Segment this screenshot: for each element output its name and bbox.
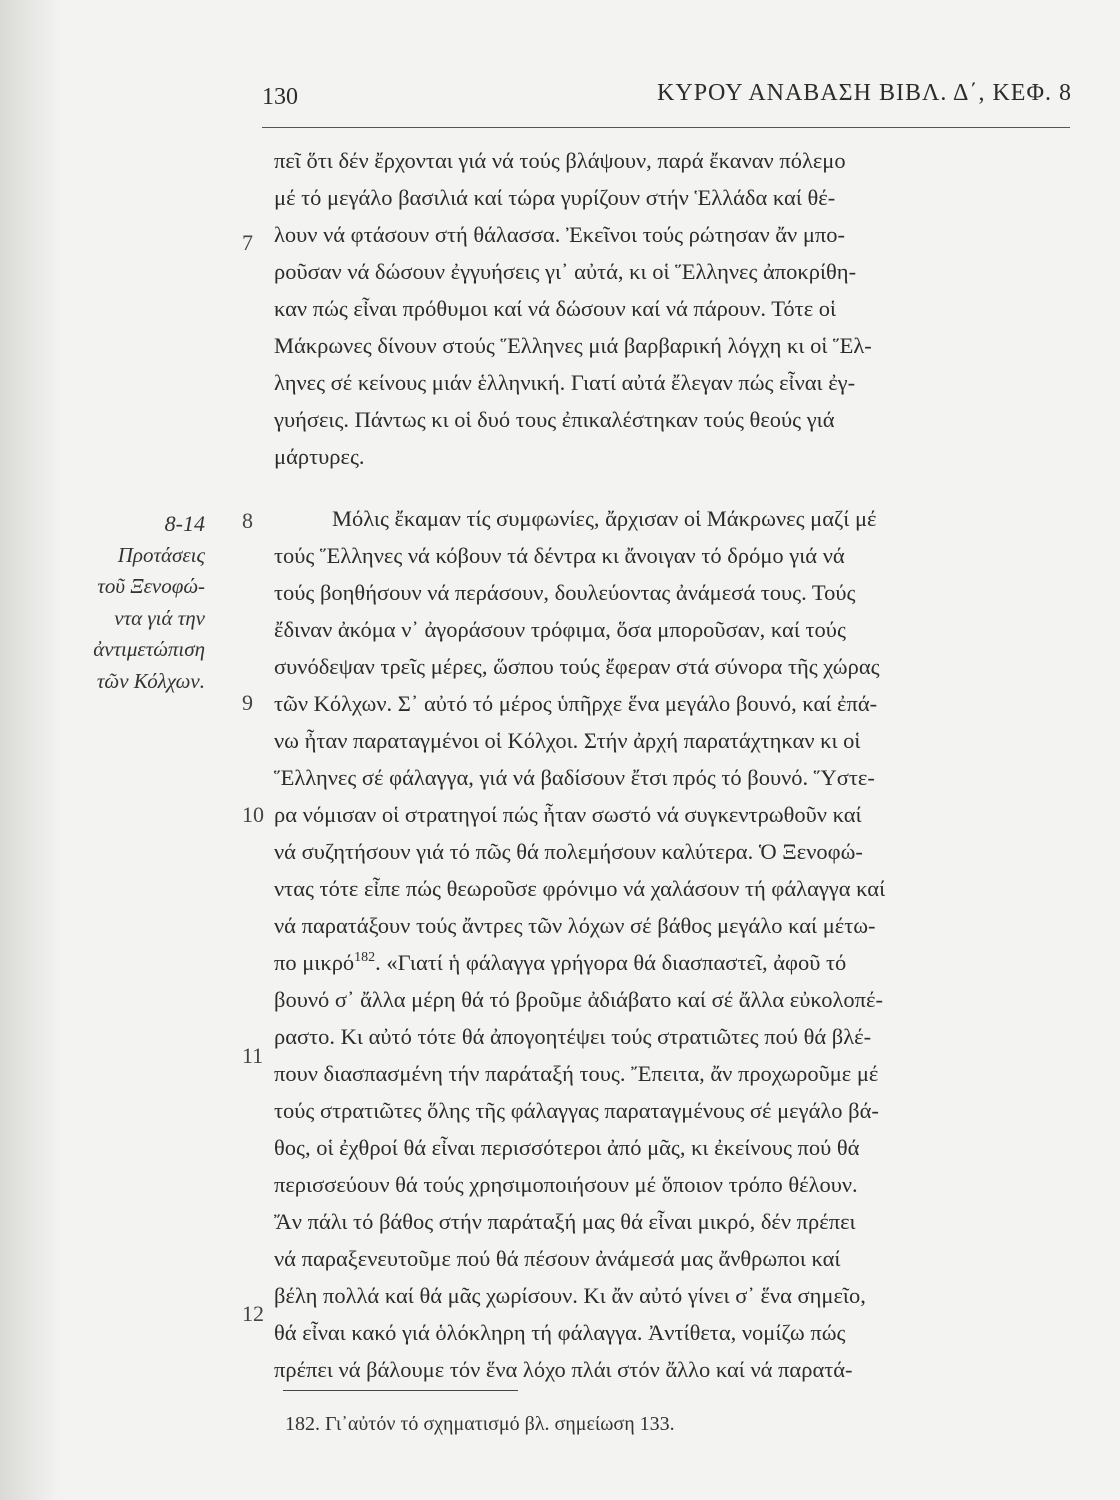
text-line: βουνό σ᾽ ἄλλα μέρη θά τό βροῦμε ἀδιάβατο καί σέ ἄλλα εὐκολοπέ- [274,987,883,1012]
text-line: καν πώς εἶναι πρόθυμοι καί νά δώσουν καί νά πάρουν. Τότε οἱ [274,296,837,321]
text-line: περισσεύουν θά τούς χρησιμοποιήσουν μέ ὅποιον τρόπο θέλουν. [274,1172,858,1197]
text-fragment: πο μικρό [274,950,355,975]
text-line: Ἄν πάλι τό βάθος στήν παράταξή μας θά εἶναι μικρό, δέν πρέπει [274,1209,856,1234]
text-line: νω ἦταν παραταγμένοι οἱ Κόλχοι. Στήν ἀρχή παρατάχτηκαν κι οἱ [274,728,861,753]
section-number-12: 12 [242,1301,264,1326]
text-line: τούς Ἕλληνες νά κόβουν τά δέντρα κι ἄνοιγαν τό δρόμο γιά νά [274,543,845,568]
text-line: Μάκρωνες δίνουν στούς Ἕλληνες μιά βαρβαρική λόγχη κι οἱ Ἕλ- [274,333,872,358]
footnote-reference: 182 [354,950,376,965]
side-note-line: Προτάσεις [117,542,205,567]
side-note [40,508,205,697]
text-line: ρα νόμισαν οἱ στρατηγοί πώς ἦταν σωστό νά συγκεντρωθοῦν καί [274,802,862,827]
text-fragment: . «Γιατί ἡ φάλαγγα γρήγορα θά διασπαστεῖ, ἀφοῦ τό [375,950,847,975]
section-number-7: 7 [242,230,253,255]
text-line: νά παρατάξουν τούς ἄντρες τῶν λόχων σέ βάθος μεγάλο καί μέτω- [274,913,876,938]
header-rule [262,127,1070,128]
text-line: θά εἶναι κακό γιά ὁλόκληρη τή φάλαγγα. Ἀντίθετα, νομίζω πώς [274,1320,846,1345]
text-line: ἔδιναν ἀκόμα ν᾽ ἀγοράσουν τρόφιμα, ὅσα μποροῦσαν, καί τούς [274,617,846,642]
section-number-11: 11 [242,1043,264,1068]
text-line: Ἕλληνες σέ φάλαγγα, γιά νά βαδίσουν ἔτσι πρός τό βουνό. Ὕστε- [274,765,875,790]
running-head: ΚΥΡΟΥ ΑΝΑΒΑΣΗ ΒΙΒΛ. Δ΄, ΚΕΦ. 8 [657,80,1072,106]
side-note-line: ντα γιά την [114,605,205,630]
footnote-rule [283,1390,518,1391]
text-line: πουν διασπασμένη τήν παράταξή τους. Ἔπειτα, ἄν προχωροῦμε μέ [274,1061,879,1086]
text-line: νά συζητήσουν γιά τό πῶς θά πολεμήσουν καλύτερα. Ὁ Ξενοφώ- [274,839,863,864]
section-number-9: 9 [242,690,253,715]
side-note-ref: 8-14 [164,511,205,536]
text-line: πρέπει νά βάλουμε τόν ἕνα λόχο πλάι στόν ἄλλο καί νά παρατά- [274,1357,853,1382]
side-note-line: τῶν Κόλχων. [96,668,205,693]
text-line: νά παραξενευτοῦμε πού θά πέσουν ἀνάμεσά μας ἄνθρωποι καί [274,1246,841,1271]
body-text [274,142,1100,1388]
page-number: 130 [262,84,298,110]
text-line: πεῖ ὅτι δέν ἔρχονται γιά νά τούς βλάψουν, παρά ἔκαναν πόλεμο [274,148,846,173]
paragraph-1 [274,142,1100,475]
text-line: βέλη πολλά καί θά μᾶς χωρίσουν. Κι ἄν αὐτό γίνει σ᾽ ἕνα σημεῖο, [274,1283,866,1308]
text-line: τούς στρατιῶτες ὅλης τῆς φάλαγγας παραταγμένους σέ μεγάλο βά- [274,1098,879,1123]
text-line-with-footnote [274,944,1100,981]
text-line: θος, οἱ ἐχθροί θά εἶναι περισσότεροι ἀπό μᾶς, κι ἐκείνους πού θά [274,1135,860,1160]
page-header [262,78,1072,118]
side-note-line: ἀντιμετώπιση [93,637,205,661]
text-line: Μόλις ἔκαμαν τίς συμφωνίες, ἄρχισαν οἱ Μάκρωνες μαζί μέ [332,506,877,531]
facing-page-shadow [0,0,60,1500]
paragraph-2 [274,500,1100,1388]
text-line: τούς βοηθήσουν νά περάσουν, δουλεύοντας ἀνάμεσά τους. Τούς [274,580,856,605]
text-line: γυήσεις. Πάντως κι οἱ δυό τους ἐπικαλέστηκαν τούς θεούς γιά [274,407,835,432]
text-line: συνόδεψαν τρεῖς μέρες, ὥσπου τούς ἔφεραν στά σύνορα τῆς χώρας [274,654,880,679]
text-line: ντας τότε εἶπε πώς θεωροῦσε φρόνιμο νά χαλάσουν τή φάλαγγα καί [274,876,886,901]
text-line: ροῦσαν νά δώσουν ἐγγυήσεις γι᾽ αὐτά, κι οἱ Ἕλληνες ἀποκρίθη- [274,259,857,284]
side-note-line: τοῦ Ξενοφώ- [97,574,205,598]
text-line: μέ τό μεγάλο βασιλιά καί τώρα γυρίζουν στήν Ἑλλάδα καί θέ- [274,185,836,210]
text-line: λουν νά φτάσουν στή θάλασσα. Ἐκεῖνοι τούς ρώτησαν ἄν μπο- [274,222,845,247]
section-number-8: 8 [242,508,253,533]
text-line: τῶν Κόλχων. Σ᾽ αὐτό τό μέρος ὑπῆρχε ἕνα μεγάλο βουνό, καί ἐπά- [274,691,878,716]
text-line: ληνες σέ κείνους μιάν ἑλληνική. Γιατί αὐτά ἔλεγαν πώς εἶναι ἐγ- [274,370,856,395]
text-line: ραστο. Κι αὐτό τότε θά ἀπογοητέψει τούς στρατιῶτες πού θά βλέ- [274,1024,872,1049]
section-number-10: 10 [242,802,264,827]
text-line: μάρτυρες. [274,444,365,469]
footnote: 182. Γι᾽αὐτόν τό σχηματισμό βλ. σημείωση 133. [285,1413,675,1435]
